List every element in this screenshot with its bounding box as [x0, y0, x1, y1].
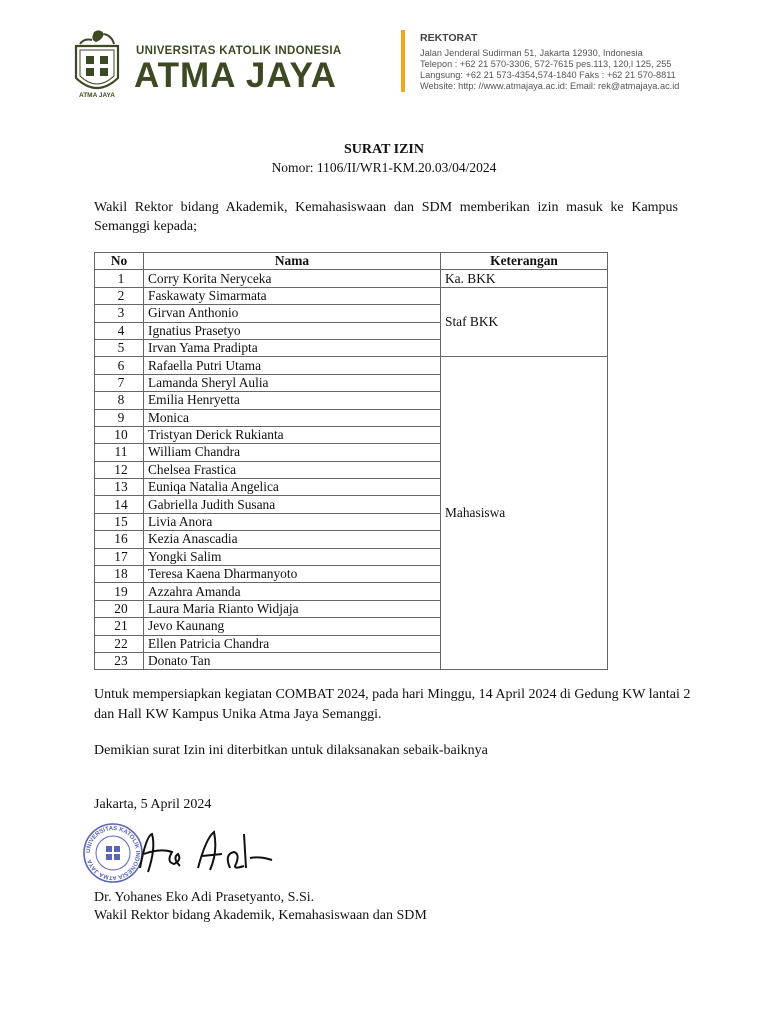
purpose-paragraph: Untuk mempersiapkan kegiatan COMBAT 2024, pada hari Minggu, 14 April 2024 di Gedung KW lantai 2 dan Hall KW Kampus Unika Atma Jaya Semanggi. — [94, 687, 691, 722]
office-address: Jalan Jenderal Sudirman 51, Jakarta 12930, Indonesia — [420, 48, 643, 58]
table-row — [95, 357, 608, 374]
row-name: Yongki Salim — [144, 548, 441, 565]
row-number: 3 — [95, 305, 144, 322]
row-number: 23 — [95, 652, 144, 669]
row-name: Teresa Kaena Dharmanyoto — [144, 566, 441, 583]
row-number: 7 — [95, 374, 144, 391]
office-phone: Telepon : +62 21 570-3306, 572-7615 pes.113, 120,l 125, 255 — [420, 59, 672, 69]
row-number: 4 — [95, 322, 144, 339]
row-name: Gabriella Judith Susana — [144, 496, 441, 513]
row-name: Emilia Henryetta — [144, 392, 441, 409]
letter-number: Nomor: 1106/II/WR1-KM.20.03/04/2024 — [271, 160, 497, 175]
table-body — [95, 270, 608, 670]
header-divider — [401, 30, 405, 92]
table-row — [95, 270, 608, 287]
row-number: 5 — [95, 339, 144, 356]
row-keterangan: Staf BKK — [441, 287, 608, 357]
row-number: 14 — [95, 496, 144, 513]
header-nama: Nama — [144, 253, 441, 270]
row-number: 15 — [95, 513, 144, 530]
row-name: Rafaella Putri Utama — [144, 357, 441, 374]
row-name: Irvan Yama Pradipta — [144, 339, 441, 356]
signer-name: Dr. Yohanes Eko Adi Prasetyanto, S.Si. — [94, 890, 315, 905]
row-number: 8 — [95, 392, 144, 409]
row-name: Ellen Patricia Chandra — [144, 635, 441, 652]
row-name: Jevo Kaunang — [144, 618, 441, 635]
university-emblem-icon — [72, 28, 122, 100]
row-number: 18 — [95, 566, 144, 583]
row-number: 17 — [95, 548, 144, 565]
row-name: Chelsea Frastica — [144, 461, 441, 478]
row-name: Lamanda Sheryl Aulia — [144, 374, 441, 391]
row-number: 11 — [95, 444, 144, 461]
row-number: 2 — [95, 287, 144, 304]
row-name: Euniqa Natalia Angelica — [144, 479, 441, 496]
row-name: Tristyan Derick Rukianta — [144, 426, 441, 443]
table-row — [95, 287, 608, 304]
row-number: 12 — [95, 461, 144, 478]
row-number: 9 — [95, 409, 144, 426]
row-name: Corry Korita Neryceka — [144, 270, 441, 287]
row-name: William Chandra — [144, 444, 441, 461]
row-keterangan: Mahasiswa — [441, 357, 608, 670]
closing-paragraph: Demikian surat Izin ini diterbitkan untuk dilaksanakan sebaik-baiknya — [94, 743, 488, 758]
row-name: Monica — [144, 409, 441, 426]
office-title: REKTORAT — [420, 32, 478, 44]
row-name: Azzahra Amanda — [144, 583, 441, 600]
svg-text:ATMA JAYA: ATMA JAYA — [78, 92, 116, 99]
seal-text: UNIVERSITAS KATOLIK INDONESIA ATMA JAYA — [85, 825, 141, 881]
row-number: 21 — [95, 618, 144, 635]
university-name: UNIVERSITAS KATOLIK INDONESIA — [136, 45, 342, 57]
row-number: 10 — [95, 426, 144, 443]
letter-title: SURAT IZIN — [343, 142, 424, 157]
signer-title: Wakil Rektor bidang Akademik, Kemahasiswaan dan SDM — [94, 908, 427, 923]
letter-intro: Wakil Rektor bidang Akademik, Kemahasiswaan dan SDM memberikan izin masuk ke Kampus Semanggi kepada; — [94, 200, 678, 234]
row-number: 16 — [95, 531, 144, 548]
row-keterangan: Ka. BKK — [441, 270, 608, 287]
row-number: 13 — [95, 479, 144, 496]
university-brand: ATMA JAYA — [134, 56, 337, 95]
place-date: Jakarta, 5 April 2024 — [94, 797, 212, 812]
row-number: 1 — [95, 270, 144, 287]
row-name: Faskawaty Simarmata — [144, 287, 441, 304]
signature-icon — [126, 828, 286, 876]
row-number: 6 — [95, 357, 144, 374]
table-header-row — [95, 253, 608, 270]
row-name: Donato Tan — [144, 652, 441, 669]
header-no: No — [95, 253, 144, 270]
office-direct-phone: Langsung: +62 21 573-4354,574-1840 Faks : +62 21 570-8811 — [420, 70, 676, 80]
row-name: Girvan Anthonio — [144, 305, 441, 322]
row-number: 20 — [95, 600, 144, 617]
row-name: Livia Anora — [144, 513, 441, 530]
office-website: Website: http: //www.atmajaya.ac.id: Email: rek@atmajaya.ac.id — [420, 81, 680, 91]
row-number: 19 — [95, 583, 144, 600]
header-keterangan: Keterangan — [441, 253, 608, 270]
row-name: Laura Maria Rianto Widjaja — [144, 600, 441, 617]
row-name: Ignatius Prasetyo — [144, 322, 441, 339]
row-number: 22 — [95, 635, 144, 652]
row-name: Kezia Anascadia — [144, 531, 441, 548]
participant-table — [94, 252, 608, 670]
